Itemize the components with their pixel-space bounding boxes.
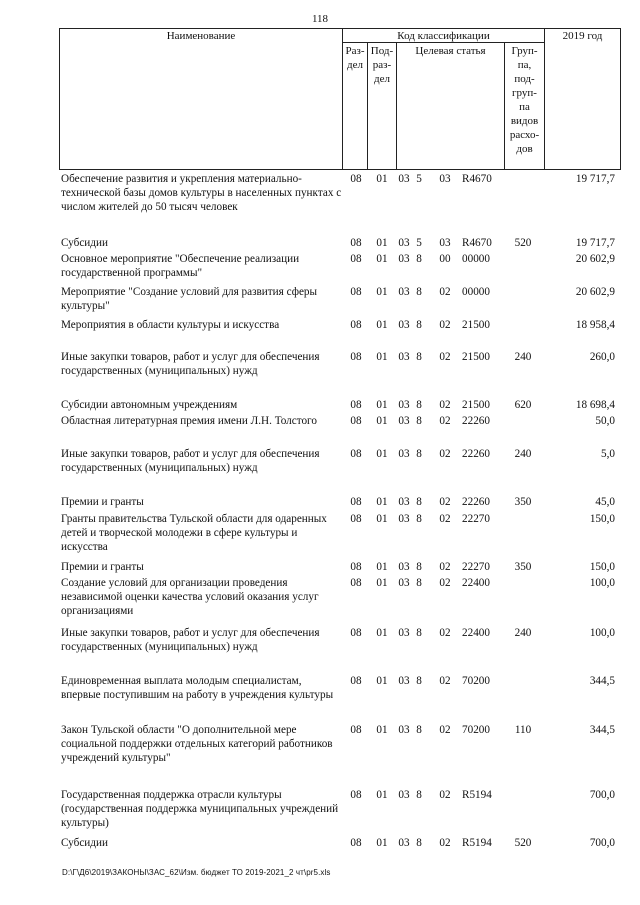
row-section: 08 [350, 577, 362, 589]
row-event: 02 [439, 399, 451, 411]
row-name: Иные закупки товаров, работ и услуг для обеспечения государственных (муниципальных) нужд [61, 448, 320, 474]
row-subsection: 01 [376, 319, 388, 331]
row-program: 03 [398, 286, 410, 298]
row-program: 03 [398, 173, 410, 185]
file-path-footer: D:\Г\Д6\2019\ЗАКОНЫ\ЗАС_62\Изм. бюджет ТО 2019-2021_2 чт\pr5.xls [62, 868, 331, 877]
row-amount: 18 698,4 [575, 399, 615, 411]
row-amount: 19 717,7 [575, 173, 615, 185]
row-expense-group: 240 [514, 627, 532, 639]
row-subsection: 01 [376, 627, 388, 639]
row-subprogram: 8 [416, 415, 422, 427]
row-subprogram: 5 [416, 173, 422, 185]
row-expense-group: 110 [514, 724, 532, 736]
header-left-border [59, 28, 60, 170]
row-amount: 260,0 [589, 351, 615, 363]
row-program: 03 [398, 448, 410, 460]
row-subsection: 01 [376, 253, 388, 265]
header-right-border [620, 28, 621, 170]
row-amount: 150,0 [589, 561, 615, 573]
row-subsection: 01 [376, 724, 388, 736]
row-amount: 344,5 [589, 675, 615, 687]
row-amount: 344,5 [589, 724, 615, 736]
row-name: Субсидии [61, 837, 108, 849]
row-program: 03 [398, 837, 410, 849]
row-direction: 22260 [462, 496, 490, 508]
row-name: Государственная поддержка отрасли культуры (государственная поддержка муниципальных учреждений культуры) [61, 789, 339, 829]
row-event: 02 [439, 561, 451, 573]
row-subprogram: 8 [416, 789, 422, 801]
row-direction: 70200 [462, 675, 490, 687]
row-section: 08 [350, 319, 362, 331]
row-section: 08 [350, 513, 362, 525]
row-name: Мероприятия в области культуры и искусства [61, 319, 280, 331]
row-subsection: 01 [376, 448, 388, 460]
row-section: 08 [350, 237, 362, 249]
row-section: 08 [350, 448, 362, 460]
row-subprogram: 8 [416, 724, 422, 736]
row-subsection: 01 [376, 675, 388, 687]
row-event: 02 [439, 724, 451, 736]
row-program: 03 [398, 319, 410, 331]
row-program: 03 [398, 496, 410, 508]
row-direction: 22270 [462, 561, 490, 573]
row-direction: 70200 [462, 724, 490, 736]
row-expense-group: 350 [514, 561, 532, 573]
row-section: 08 [350, 253, 362, 265]
header-section: Раз- дел [345, 45, 365, 71]
header-year: 2019 год [562, 30, 603, 42]
row-amount: 20 602,9 [575, 253, 615, 265]
row-program: 03 [398, 237, 410, 249]
row-program: 03 [398, 351, 410, 363]
row-event: 02 [439, 286, 451, 298]
row-direction: 00000 [462, 253, 490, 265]
row-event: 02 [439, 789, 451, 801]
row-event: 02 [439, 351, 451, 363]
row-section: 08 [350, 724, 362, 736]
row-subsection: 01 [376, 351, 388, 363]
row-section: 08 [350, 627, 362, 639]
row-name: Премии и гранты [61, 561, 144, 573]
row-amount: 18 958,4 [575, 319, 615, 331]
row-amount: 45,0 [595, 496, 615, 508]
row-subsection: 01 [376, 237, 388, 249]
row-subprogram: 8 [416, 351, 422, 363]
row-subsection: 01 [376, 286, 388, 298]
row-subprogram: 8 [416, 837, 422, 849]
row-expense-group: 520 [514, 837, 532, 849]
row-program: 03 [398, 577, 410, 589]
row-subprogram: 8 [416, 286, 422, 298]
row-section: 08 [350, 173, 362, 185]
row-program: 03 [398, 399, 410, 411]
row-event: 02 [439, 448, 451, 460]
row-amount: 100,0 [589, 627, 615, 639]
row-section: 08 [350, 351, 362, 363]
row-section: 08 [350, 675, 362, 687]
row-section: 08 [350, 286, 362, 298]
row-event: 02 [439, 577, 451, 589]
row-subsection: 01 [376, 837, 388, 849]
row-program: 03 [398, 675, 410, 687]
row-expense-group: 620 [514, 399, 532, 411]
row-direction: 21500 [462, 351, 490, 363]
header-col-divider [396, 42, 397, 170]
row-name: Закон Тульской области "О дополнительной мере социальной поддержки отдельных категорий работников учреждений культуры" [61, 724, 333, 764]
header-col-divider [544, 28, 545, 170]
row-amount: 20 602,9 [575, 286, 615, 298]
row-event: 02 [439, 675, 451, 687]
row-subprogram: 5 [416, 237, 422, 249]
row-section: 08 [350, 399, 362, 411]
header-bottom-border [59, 169, 621, 170]
row-subprogram: 8 [416, 675, 422, 687]
row-direction: 22270 [462, 513, 490, 525]
row-program: 03 [398, 513, 410, 525]
row-name: Иные закупки товаров, работ и услуг для обеспечения государственных (муниципальных) нужд [61, 351, 320, 377]
row-subprogram: 8 [416, 496, 422, 508]
row-amount: 700,0 [589, 837, 615, 849]
row-name: Иные закупки товаров, работ и услуг для обеспечения государственных (муниципальных) нужд [61, 627, 320, 653]
row-event: 03 [439, 237, 451, 249]
header-expense-group: Груп- па, под- груп- па видов расхо- дов [509, 45, 540, 155]
row-direction: 00000 [462, 286, 490, 298]
row-program: 03 [398, 627, 410, 639]
row-subprogram: 8 [416, 448, 422, 460]
row-amount: 50,0 [595, 415, 615, 427]
row-expense-group: 350 [514, 496, 532, 508]
row-event: 00 [439, 253, 451, 265]
row-amount: 5,0 [601, 448, 615, 460]
row-name: Мероприятие "Создание условий для развития сферы культуры" [61, 286, 318, 312]
row-event: 03 [439, 173, 451, 185]
row-direction: R5194 [462, 789, 492, 801]
row-subprogram: 8 [416, 577, 422, 589]
row-section: 08 [350, 561, 362, 573]
row-expense-group: 240 [514, 351, 532, 363]
row-event: 02 [439, 319, 451, 331]
row-event: 02 [439, 513, 451, 525]
row-direction: 22400 [462, 577, 490, 589]
row-name: Создание условий для организации проведения независимой оценки качества условий оказания услуг организациями [61, 577, 319, 617]
row-direction: R4670 [462, 173, 492, 185]
row-name: Премии и гранты [61, 496, 144, 508]
row-direction: 22260 [462, 448, 490, 460]
row-subsection: 01 [376, 561, 388, 573]
row-name: Основное мероприятие "Обеспечение реализации государственной программы" [61, 253, 300, 279]
row-event: 02 [439, 837, 451, 849]
row-amount: 19 717,7 [575, 237, 615, 249]
row-amount: 700,0 [589, 789, 615, 801]
row-amount: 100,0 [589, 577, 615, 589]
row-subsection: 01 [376, 173, 388, 185]
row-section: 08 [350, 496, 362, 508]
row-subprogram: 8 [416, 627, 422, 639]
row-subprogram: 8 [416, 399, 422, 411]
row-subprogram: 8 [416, 253, 422, 265]
row-subprogram: 8 [416, 513, 422, 525]
row-name: Обеспечение развития и укрепления материально-технической базы домов культуры в населенных пунктах с числом жителей до 50 тысяч человек [61, 173, 342, 213]
row-direction: 21500 [462, 319, 490, 331]
row-name: Гранты правительства Тульской области для одаренных детей и творческой молодежи в сфере культуры и искусства [61, 513, 327, 553]
row-program: 03 [398, 724, 410, 736]
header-subsection: Под- раз- дел [370, 45, 394, 85]
row-event: 02 [439, 496, 451, 508]
row-subprogram: 8 [416, 561, 422, 573]
header-code-group: Код классификации [397, 30, 490, 42]
row-subsection: 01 [376, 399, 388, 411]
row-direction: R5194 [462, 837, 492, 849]
row-program: 03 [398, 789, 410, 801]
row-subsection: 01 [376, 789, 388, 801]
row-subsection: 01 [376, 513, 388, 525]
row-event: 02 [439, 415, 451, 427]
row-subprogram: 8 [416, 319, 422, 331]
row-direction: R4670 [462, 237, 492, 249]
row-name: Субсидии [61, 237, 108, 249]
row-section: 08 [350, 789, 362, 801]
row-direction: 21500 [462, 399, 490, 411]
row-program: 03 [398, 561, 410, 573]
row-expense-group: 240 [514, 448, 532, 460]
row-program: 03 [398, 253, 410, 265]
row-amount: 150,0 [589, 513, 615, 525]
row-subsection: 01 [376, 577, 388, 589]
row-direction: 22400 [462, 627, 490, 639]
row-program: 03 [398, 415, 410, 427]
row-section: 08 [350, 415, 362, 427]
row-name: Субсидии автономным учреждениям [61, 399, 238, 411]
row-name: Единовременная выплата молодым специалистам, впервые поступившим на работу в учреждения культуры [61, 675, 334, 701]
row-event: 02 [439, 627, 451, 639]
row-subsection: 01 [376, 496, 388, 508]
header-name: Наименование [166, 30, 236, 42]
row-subsection: 01 [376, 415, 388, 427]
row-section: 08 [350, 837, 362, 849]
header-target-item: Целевая статья [415, 45, 486, 57]
table-header [0, 28, 640, 170]
page-number: 118 [311, 13, 329, 25]
row-expense-group: 520 [514, 237, 532, 249]
row-direction: 22260 [462, 415, 490, 427]
row-name: Областная литературная премия имени Л.Н. Толстого [61, 415, 317, 427]
